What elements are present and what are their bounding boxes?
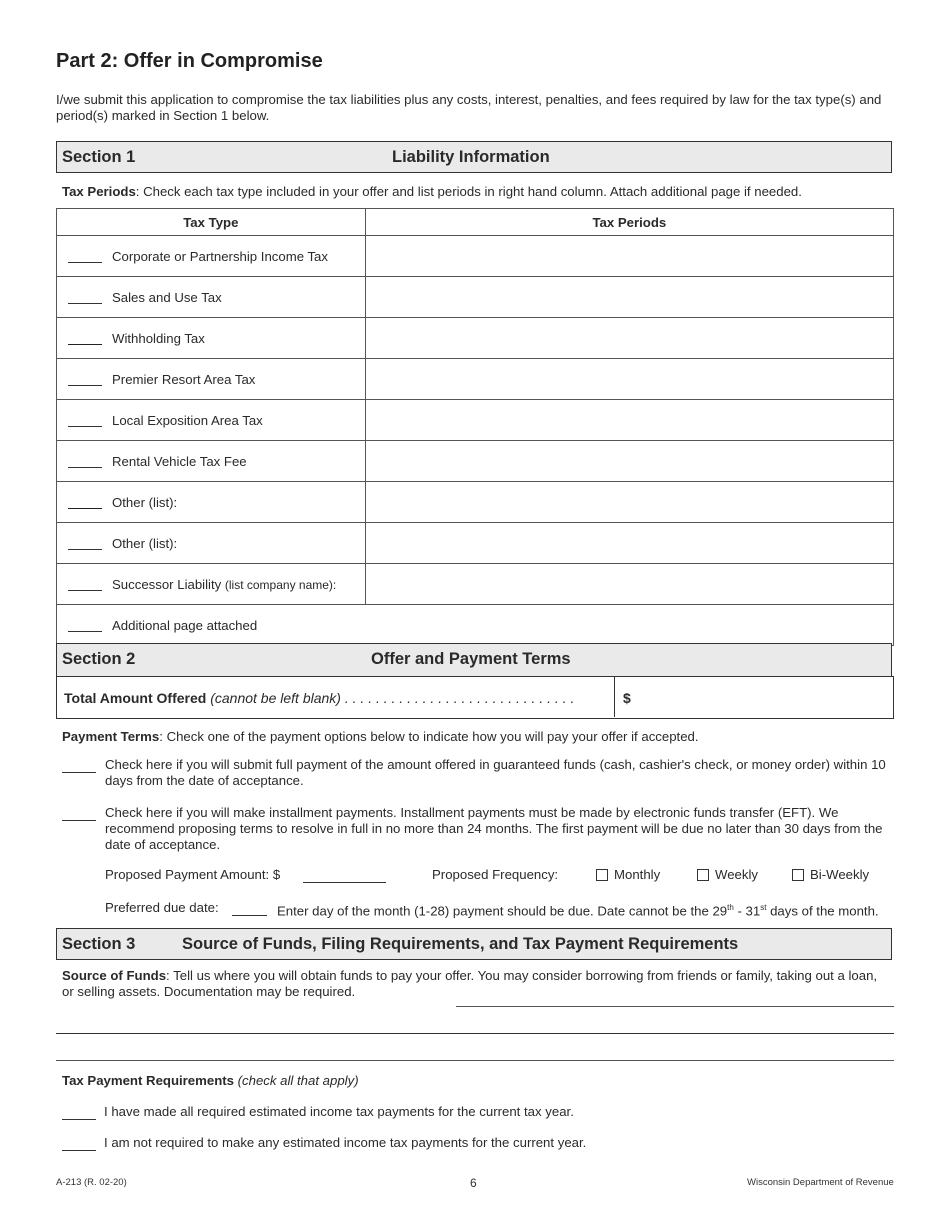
tax-type-label: Premier Resort Area Tax bbox=[112, 371, 256, 387]
tax-periods-field[interactable] bbox=[365, 482, 893, 523]
biweekly-label: Bi-Weekly bbox=[810, 867, 870, 882]
table-row bbox=[57, 564, 894, 605]
due-date-label: Preferred due date: bbox=[105, 900, 219, 915]
intro-text: I/we submit this application to compromise the tax liabilities plus any costs, interest, penalties, and fees required by law for the tax type(s) and period(s) marked in Section 1 below. bbox=[56, 92, 882, 123]
table-row bbox=[57, 277, 894, 318]
section-2-title: Offer and Payment Terms bbox=[371, 650, 571, 668]
page-number: 6 bbox=[470, 1176, 477, 1190]
check-blank[interactable] bbox=[68, 262, 102, 263]
installment-check[interactable] bbox=[62, 806, 96, 821]
biweekly-checkbox[interactable] bbox=[792, 869, 804, 881]
check-blank[interactable] bbox=[68, 344, 102, 345]
tax-type-label: Other (list): bbox=[112, 494, 178, 510]
tax-payment-requirements-heading bbox=[62, 1073, 359, 1089]
check-blank[interactable] bbox=[68, 303, 102, 304]
tax-periods-field[interactable] bbox=[365, 318, 893, 359]
source-of-funds-text bbox=[62, 968, 892, 1000]
freq-weekly-option[interactable] bbox=[697, 867, 758, 883]
tpr-note: (check all that apply) bbox=[233, 1073, 359, 1088]
section-3-title: Source of Funds, Filing Requirements, and Tax Payment Requirements bbox=[182, 935, 739, 953]
table-row bbox=[57, 482, 894, 523]
form-id: A-213 (R. 02-20) bbox=[56, 1177, 127, 1188]
weekly-checkbox[interactable] bbox=[697, 869, 709, 881]
additional-page-label: Additional page attached bbox=[112, 617, 258, 633]
table-row bbox=[57, 441, 894, 482]
tpr-item-2: I am not required to make any estimated income tax payments for the current year. bbox=[104, 1135, 587, 1150]
tpr-item-2-check[interactable] bbox=[62, 1136, 96, 1151]
table-row bbox=[57, 400, 894, 441]
full-payment-check[interactable] bbox=[62, 758, 96, 773]
tax-periods-field[interactable] bbox=[365, 236, 893, 277]
proposed-amount-label: Proposed Payment Amount: $ bbox=[105, 867, 281, 882]
table-row bbox=[57, 523, 894, 564]
due-date-text-a: Enter day of the month (1-28) payment should be due. Date cannot be the 29 bbox=[277, 903, 728, 919]
check-blank[interactable] bbox=[68, 590, 102, 591]
col-tax-periods: Tax Periods bbox=[365, 209, 893, 236]
payment-terms-text: : Check one of the payment options below to indicate how you will pay your offer if accepted. bbox=[159, 729, 699, 744]
tax-type-label: Sales and Use Tax bbox=[112, 289, 222, 305]
source-line-2[interactable] bbox=[56, 1033, 894, 1034]
freq-biweekly-option[interactable] bbox=[792, 867, 869, 883]
tax-periods-text: : Check each tax type included in your offer and list periods in right hand column. Attach additional page if needed. bbox=[135, 184, 802, 199]
due-date-sup-a: th bbox=[727, 903, 734, 912]
proposed-frequency-label: Proposed Frequency: bbox=[432, 867, 559, 882]
table-row bbox=[57, 236, 894, 277]
tax-periods-field[interactable] bbox=[365, 441, 893, 482]
check-blank[interactable] bbox=[68, 426, 102, 427]
tpr-item-1-check[interactable] bbox=[62, 1105, 96, 1120]
monthly-checkbox[interactable] bbox=[596, 869, 608, 881]
tpr-item-1: I have made all required estimated income tax payments for the current tax year. bbox=[104, 1104, 574, 1119]
monthly-label: Monthly bbox=[614, 867, 661, 882]
weekly-label: Weekly bbox=[715, 867, 758, 882]
tax-type-label: Rental Vehicle Tax Fee bbox=[112, 453, 247, 469]
source-line-3[interactable] bbox=[56, 1060, 894, 1061]
section-1-label: Section 1 bbox=[62, 148, 136, 166]
tax-type-table bbox=[56, 208, 894, 646]
total-amount-box bbox=[56, 676, 894, 719]
section-1-title: Liability Information bbox=[392, 148, 550, 166]
check-blank[interactable] bbox=[68, 508, 102, 509]
full-payment-option: Check here if you will submit full payment of the amount offered in guaranteed funds (cash, cashier's check, or money order) within 10 days from the date of acceptance. bbox=[105, 757, 886, 788]
payment-terms-label: Payment Terms bbox=[62, 729, 160, 744]
check-blank[interactable] bbox=[68, 631, 102, 632]
due-date-input[interactable] bbox=[232, 901, 267, 916]
tax-periods-label: Tax Periods bbox=[62, 184, 136, 199]
source-of-funds-body: : Tell us where you will obtain funds to pay your offer. You may consider borrowing from friends or family, taking out a loan, or selling assets. Documentation may be required. bbox=[62, 968, 878, 999]
installment-option: Check here if you will make installment payments. Installment payments must be made by electronic funds transfer (EFT). We recommend proposing terms to resolve in full in no more than 24 months. The first payment will be due no later than 30 days from the date of acceptance. bbox=[105, 805, 883, 852]
tax-type-label: Local Exposition Area Tax bbox=[112, 412, 263, 428]
source-of-funds-label: Source of Funds bbox=[62, 968, 167, 983]
successor-label: Successor Liability bbox=[112, 576, 225, 592]
table-row bbox=[57, 359, 894, 400]
tax-periods-field[interactable] bbox=[365, 523, 893, 564]
section-3-label: Section 3 bbox=[62, 935, 136, 953]
section-3-header bbox=[56, 928, 892, 960]
successor-note: (list company name): bbox=[224, 577, 337, 592]
total-amount-note: (cannot be left blank) . . . . . . . . . . . . . . . . . . . . . . . . . . . . . . bbox=[206, 690, 575, 706]
due-date-text-c: days of the month. bbox=[766, 903, 879, 919]
section-1-header bbox=[56, 141, 892, 173]
table-row bbox=[57, 318, 894, 359]
tax-periods-field[interactable] bbox=[365, 400, 893, 441]
proposed-amount-input[interactable] bbox=[303, 868, 386, 883]
source-line-1[interactable] bbox=[456, 1006, 894, 1007]
tax-type-label: Other (list): bbox=[112, 535, 178, 551]
section-2-label: Section 2 bbox=[62, 650, 136, 668]
tax-periods-field[interactable] bbox=[365, 359, 893, 400]
successor-company-field[interactable] bbox=[365, 564, 893, 605]
section-2-header bbox=[56, 643, 892, 677]
total-amount-label: Total Amount Offered bbox=[64, 690, 207, 706]
tax-periods-instructions bbox=[62, 184, 898, 200]
col-tax-type: Tax Type bbox=[57, 209, 366, 236]
tax-type-label: Withholding Tax bbox=[112, 330, 205, 346]
due-date-sup-b: st bbox=[760, 903, 767, 912]
due-date-text-b: - 31 bbox=[733, 903, 761, 919]
total-dollar-sign: $ bbox=[623, 690, 631, 706]
table-row bbox=[57, 605, 894, 646]
check-blank[interactable] bbox=[68, 467, 102, 468]
total-amount-input[interactable] bbox=[637, 681, 889, 715]
due-date-instructions bbox=[277, 900, 879, 919]
agency-name: Wisconsin Department of Revenue bbox=[747, 1177, 894, 1188]
check-blank[interactable] bbox=[68, 385, 102, 386]
check-blank[interactable] bbox=[68, 549, 102, 550]
payment-terms-instructions bbox=[62, 729, 892, 745]
total-amount-label-group bbox=[64, 690, 574, 706]
total-divider bbox=[614, 677, 615, 717]
tax-periods-field[interactable] bbox=[365, 277, 893, 318]
tpr-label: Tax Payment Requirements bbox=[62, 1073, 234, 1088]
tax-type-label: Corporate or Partnership Income Tax bbox=[112, 248, 328, 264]
page-title: Part 2: Offer in Compromise bbox=[56, 50, 323, 72]
freq-monthly-option[interactable] bbox=[596, 867, 660, 883]
